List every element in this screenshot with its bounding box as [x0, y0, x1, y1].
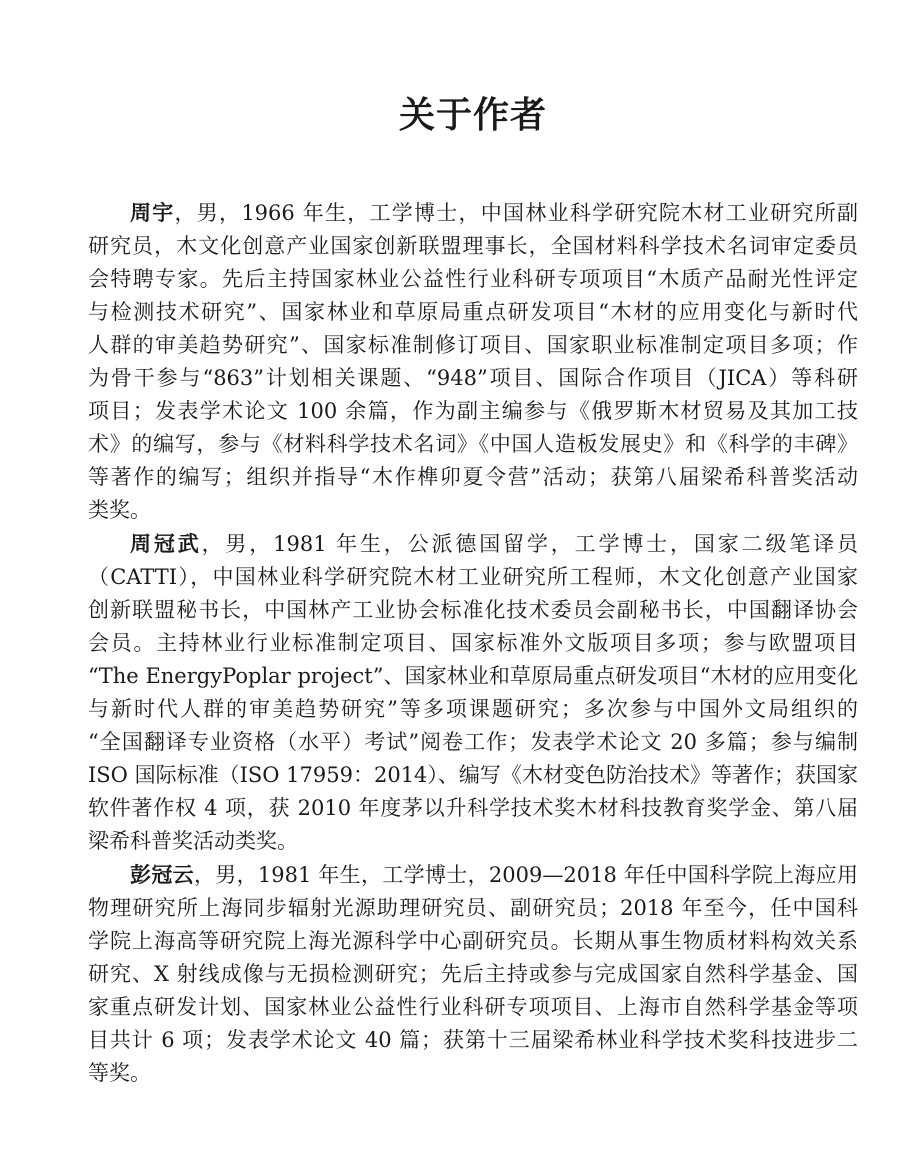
- bio-line: 会员。主持林业行业标准制定项目、国家标准外文版项目多项；参与欧盟项目: [88, 631, 858, 655]
- bio-line: 术》的编写，参与《材料科学技术名词》《中国人造板发展史》和《科学的丰碑》: [88, 432, 858, 456]
- bio-line: 家重点研发计划、国家林业公益性行业科研专项项目、上海市自然科学基金等项: [88, 995, 858, 1019]
- bio-line: [88, 196, 858, 230]
- author-name: 周宇: [130, 200, 175, 225]
- bio-line: （CATTI），中国林业科学研究院木材工业研究所工程师，木文化创意产业国家: [88, 565, 858, 589]
- bio-line: 学院上海高等研究院上海光源科学中心副研究员。长期从事生物质材料构效关系: [88, 929, 858, 953]
- bio-line: 会特聘专家。先后主持国家林业公益性行业科研专项项目“木质产品耐光性评定: [88, 267, 858, 291]
- bio-line: 等著作的编写；组织并指导“木作榫卯夏令营”活动；获第八届梁希科普奖活动: [88, 465, 858, 489]
- bio-line: 项目；发表学术论文 100 余篇，作为副主编参与《俄罗斯木材贸易及其加工技: [88, 399, 858, 423]
- bio-line: 梁希科普奖活动类奖。: [88, 829, 298, 853]
- bio-line: “全国翻译专业资格（水平）考试”阅卷工作；发表学术论文 20 多篇；参与编制: [88, 730, 858, 754]
- bio-line-text: ，男，1981 年生，公派德国留学，工学博士，国家二级笔译员: [201, 532, 858, 556]
- author-bio-paragraph: [88, 527, 858, 858]
- bio-line: ISO 国际标准（ISO 17959：2014）、编写《木材变色防治技术》等著作；获国家: [88, 763, 858, 787]
- bio-line: 研究员，木文化创意产业国家创新联盟理事长，全国材料科学技术名词审定委员: [88, 234, 858, 258]
- bio-line-text: ，男，1981 年生，工学博士，2009—2018 年任中国科学院上海应用: [193, 863, 859, 887]
- bio-line: 目共计 6 项；发表学术论文 40 篇；获第十三届梁希林业科学技术奖科技进步二: [88, 1028, 858, 1052]
- bio-line: 与检测技术研究”、国家林业和草原局重点研发项目“木材的应用变化与新时代: [88, 300, 858, 324]
- bio-line: 类奖。: [88, 498, 151, 522]
- author-name: 周冠武: [130, 531, 202, 556]
- bio-line: “The EnergyPoplar project”、国家林业和草原局重点研发项目“木材的应用变化: [88, 664, 858, 688]
- bio-line: [88, 858, 858, 892]
- bio-line: 人群的审美趋势研究”、国家标准制修订项目、国家职业标准制定项目多项；作: [88, 333, 858, 357]
- bio-line: 创新联盟秘书长，中国林产工业协会标准化技术委员会副秘书长，中国翻译协会: [88, 598, 858, 622]
- author-bios: [88, 196, 858, 1090]
- bio-line: 与新时代人群的审美趋势研究”等多项课题研究；多次参与中国外文局组织的: [88, 697, 858, 721]
- author-name: 彭冠云: [130, 862, 194, 887]
- bio-line: 软件著作权 4 项，获 2010 年度茅以升科学技术奖木材科技教育奖学金、第八届: [88, 796, 858, 820]
- bio-line-text: ，男，1966 年生，工学博士，中国林业科学研究院木材工业研究所副: [174, 201, 858, 225]
- page-title: 关于作者: [398, 94, 547, 136]
- bio-line: 为骨干参与“863”计划相关课题、“948”项目、国际合作项目（JICA）等科研: [88, 366, 858, 390]
- bio-line: 研究、X 射线成像与无损检测研究；先后主持或参与完成国家自然科学基金、国: [88, 962, 858, 986]
- bio-line: [88, 527, 858, 561]
- bio-line: 物理研究所上海同步辐射光源助理研究员、副研究员；2018 年至今，任中国科: [88, 896, 858, 920]
- author-bio-paragraph: [88, 858, 858, 1090]
- bio-line: 等奖。: [88, 1061, 151, 1085]
- author-bio-paragraph: [88, 196, 858, 527]
